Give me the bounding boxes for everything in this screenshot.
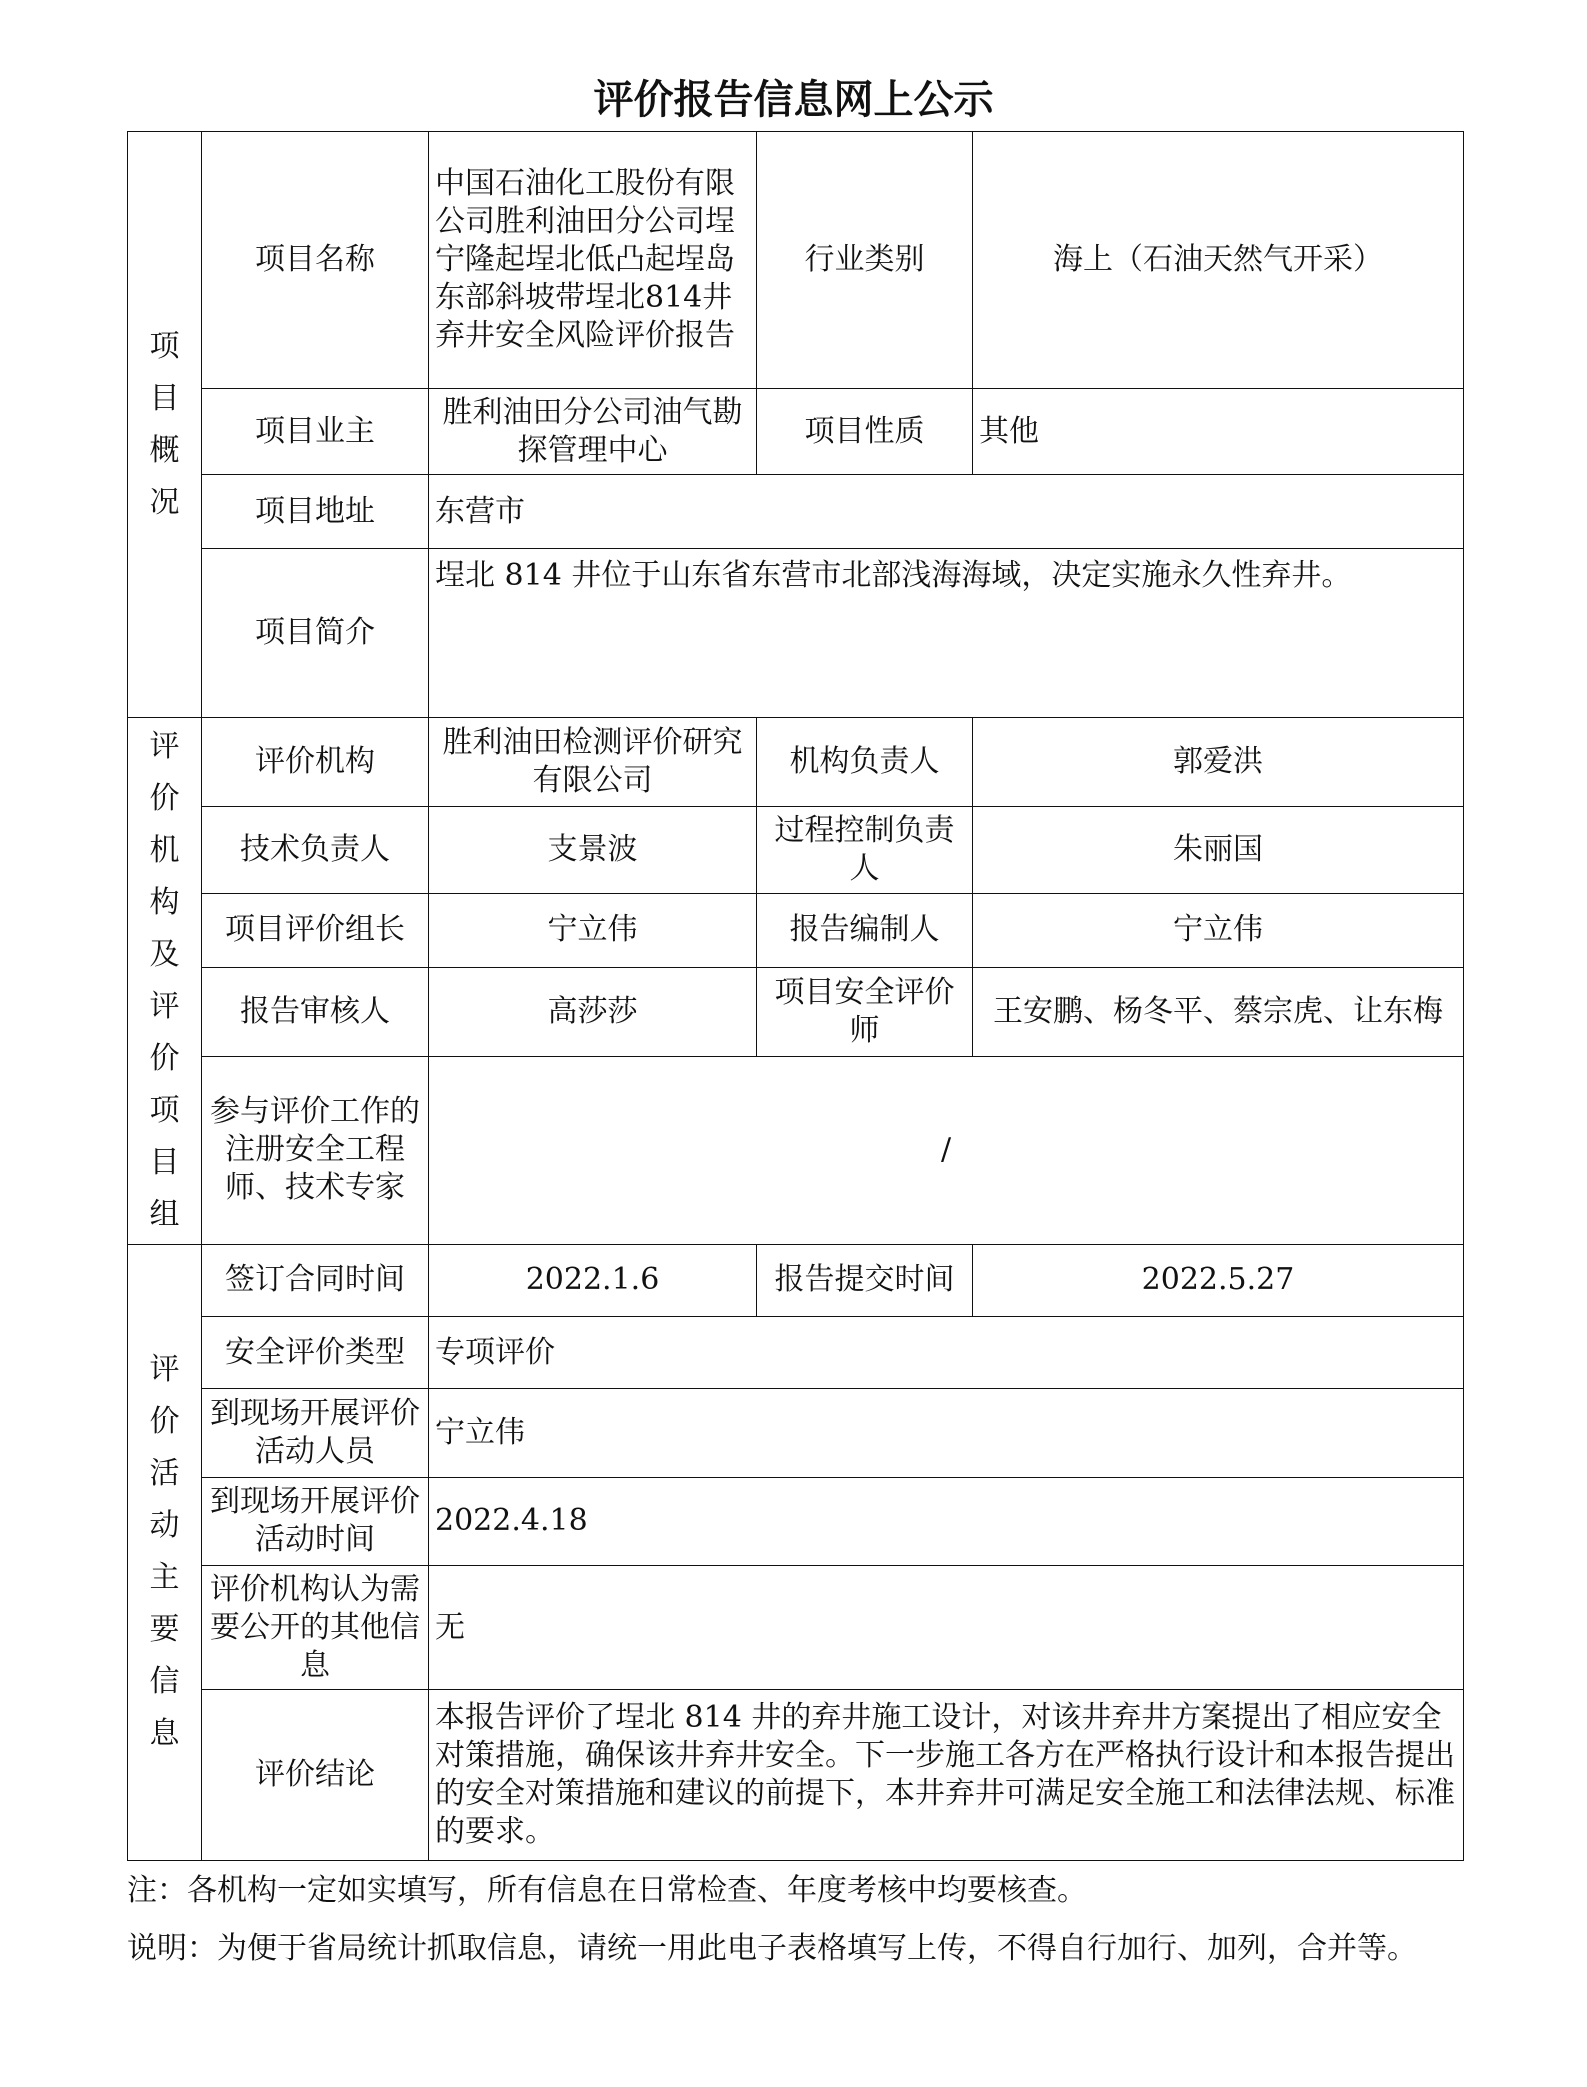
process-head-label: 过程控制负责人 bbox=[757, 806, 973, 893]
assessors-value: 王安鹏、杨冬平、蔡宗虎、让东梅 bbox=[973, 968, 1464, 1057]
table-row bbox=[128, 549, 1464, 718]
page-title: 评价报告信息网上公示 bbox=[593, 76, 994, 123]
table-row bbox=[128, 806, 1464, 893]
agency-value: 胜利油田检测评价研究有限公司 bbox=[429, 718, 757, 807]
disclosure-form-table bbox=[127, 131, 1464, 1861]
table-row bbox=[128, 1317, 1464, 1389]
table-row bbox=[128, 388, 1464, 474]
tech-head-value: 支景波 bbox=[429, 806, 757, 893]
nature-label: 项目性质 bbox=[757, 388, 973, 474]
intro-label: 项目简介 bbox=[202, 549, 429, 718]
table-row bbox=[128, 475, 1464, 549]
submit-date-value: 2022.5.27 bbox=[973, 1244, 1464, 1316]
section-overview: 项目概况 bbox=[128, 132, 202, 718]
table-row bbox=[128, 1389, 1464, 1477]
table-row bbox=[128, 893, 1464, 968]
reviewer-label: 报告审核人 bbox=[202, 968, 429, 1057]
eval-type-value: 专项评价 bbox=[429, 1317, 1464, 1389]
table-row bbox=[128, 1565, 1464, 1689]
table-row bbox=[128, 1477, 1464, 1565]
assessors-label: 项目安全评价师 bbox=[757, 968, 973, 1057]
submit-date-label: 报告提交时间 bbox=[757, 1244, 973, 1316]
agency-head-value: 郭爱洪 bbox=[973, 718, 1464, 807]
project-name-value: 中国石油化工股份有限公司胜利油田分公司埕宁隆起埕北低凸起埕岛东部斜坡带埕北814井弃井安全风险评价报告 bbox=[429, 132, 757, 389]
table-row bbox=[128, 1690, 1464, 1861]
section-agency: 评价机构及评价项目组 bbox=[128, 718, 202, 1245]
report-author-label: 报告编制人 bbox=[757, 893, 973, 968]
table-row bbox=[128, 718, 1464, 807]
team-leader-label: 项目评价组长 bbox=[202, 893, 429, 968]
nature-value: 其他 bbox=[973, 388, 1464, 474]
table-row bbox=[128, 968, 1464, 1057]
footnote-note: 注：各机构一定如实填写，所有信息在日常检查、年度考核中均要核查。 bbox=[127, 1873, 1087, 1908]
contract-date-value: 2022.1.6 bbox=[429, 1244, 757, 1316]
conclusion-value: 本报告评价了埕北 814 井的弃井施工设计，对该井弃井方案提出了相应安全对策措施，确保该井弃井安全。下一步施工各方在严格执行设计和本报告提出的安全对策措施和建议的前提下，本井弃井可满足安全施工和法律法规、标准的要求。 bbox=[429, 1690, 1464, 1861]
table-row bbox=[128, 1057, 1464, 1245]
industry-value: 海上（石油天然气开采） bbox=[973, 132, 1464, 389]
other-info-label: 评价机构认为需要公开的其他信息 bbox=[202, 1565, 429, 1689]
site-staff-value: 宁立伟 bbox=[429, 1389, 1464, 1477]
project-name-label: 项目名称 bbox=[202, 132, 429, 389]
address-label: 项目地址 bbox=[202, 475, 429, 549]
tech-head-label: 技术负责人 bbox=[202, 806, 429, 893]
agency-label: 评价机构 bbox=[202, 718, 429, 807]
table-row bbox=[128, 132, 1464, 389]
address-value: 东营市 bbox=[429, 475, 1464, 549]
conclusion-label: 评价结论 bbox=[202, 1690, 429, 1861]
experts-label: 参与评价工作的注册安全工程师、技术专家 bbox=[202, 1057, 429, 1245]
reviewer-value: 高莎莎 bbox=[429, 968, 757, 1057]
footnote-explanation: 说明：为便于省局统计抓取信息，请统一用此电子表格填写上传，不得自行加行、加列，合并等。 bbox=[127, 1931, 1417, 1966]
team-leader-value: 宁立伟 bbox=[429, 893, 757, 968]
table-row bbox=[128, 1244, 1464, 1316]
process-head-value: 朱丽国 bbox=[973, 806, 1464, 893]
section-activity: 评价活动主要信息 bbox=[128, 1244, 202, 1860]
contract-date-label: 签订合同时间 bbox=[202, 1244, 429, 1316]
site-date-value: 2022.4.18 bbox=[429, 1477, 1464, 1565]
agency-head-label: 机构负责人 bbox=[757, 718, 973, 807]
site-staff-label: 到现场开展评价活动人员 bbox=[202, 1389, 429, 1477]
eval-type-label: 安全评价类型 bbox=[202, 1317, 429, 1389]
experts-value: / bbox=[429, 1057, 1464, 1245]
owner-label: 项目业主 bbox=[202, 388, 429, 474]
site-date-label: 到现场开展评价活动时间 bbox=[202, 1477, 429, 1565]
intro-value: 埕北 814 井位于山东省东营市北部浅海海域，决定实施永久性弃井。 bbox=[429, 549, 1464, 718]
owner-value: 胜利油田分公司油气勘探管理中心 bbox=[429, 388, 757, 474]
other-info-value: 无 bbox=[429, 1565, 1464, 1689]
report-author-value: 宁立伟 bbox=[973, 893, 1464, 968]
industry-label: 行业类别 bbox=[757, 132, 973, 389]
